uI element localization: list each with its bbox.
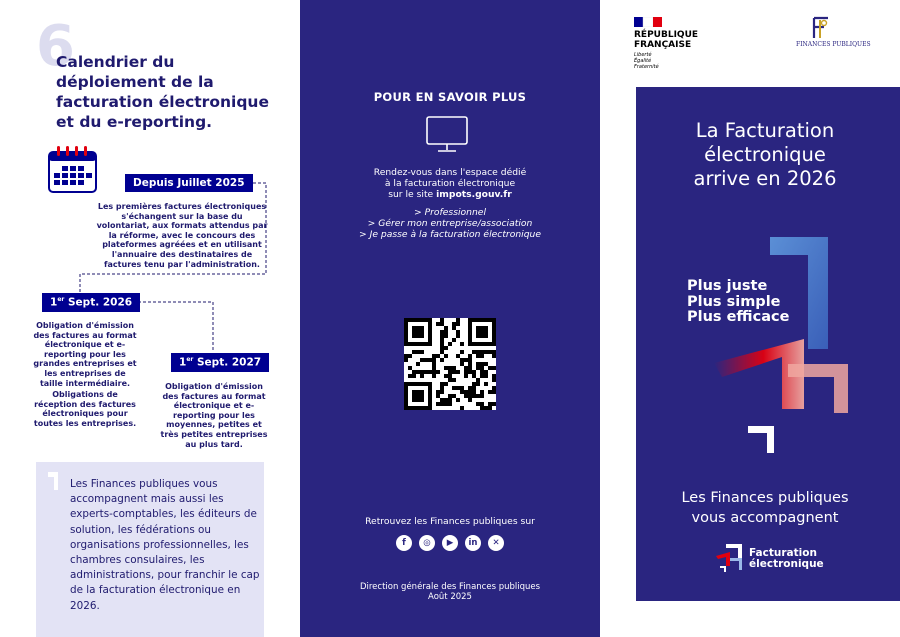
youtube-icon[interactable]: ▶ [442, 535, 458, 551]
intro-line-3: sur le site impots.gouv.fr [388, 189, 512, 200]
republique-francaise: RÉPUBLIQUE FRANÇAISE [634, 30, 699, 50]
intro-line-1: Rendez-vous dans l'espace dédié [373, 167, 527, 178]
claims: Plus juste Plus simple Plus efficace [687, 278, 790, 325]
date-july-2025: Depuis Juillet 2025 [125, 174, 253, 192]
finances-publiques-text: FINANCES PUBLIQUES [796, 41, 871, 48]
quote-text: Les Finances publiques vous accompagnent mais aussi les experts-comptables, les éditeurs de solution, les fédérations ou organisations professionnelles, les chambres consulaires, les administrations, pour franchir le cap de la facturation électronique en 2026. [70, 478, 260, 612]
step-2026-text-2: Obligations de réception des factures électroniques pour toutes les entreprises. [33, 390, 137, 428]
quote-box [36, 462, 264, 637]
step-2026-text: Obligation d'émission des factures au format électronique et e-reporting pour les grandes entreprises et les entreprises de taille intermédiaire. [33, 321, 137, 388]
finances-publiques-logo [812, 16, 830, 40]
cover-block [636, 87, 900, 601]
site-link[interactable]: impots.gouv.fr [436, 189, 512, 200]
facturation-logo-icon [712, 544, 746, 574]
x-icon[interactable]: ✕ [488, 535, 504, 551]
monitor-icon [425, 116, 469, 154]
footer-line-1: Direction générale des Finances publiques [359, 582, 541, 592]
step-2027-text: Obligation d'émission des factures au format électronique et e-reporting pour les moyennes, petites et très petites entreprises au plus tard. [160, 382, 268, 449]
date-sept-2027: 1er Sept. 2027 [171, 353, 269, 372]
linkedin-icon[interactable]: in [465, 535, 481, 551]
facturation-logo-text: Facturation électronique [749, 547, 824, 570]
accompany-text: Les Finances publiques vous accompagnent [681, 490, 849, 526]
path-2: > Gérer mon entreprise/association [367, 218, 533, 229]
social-text: Retrouvez les Finances publiques sur [365, 516, 535, 527]
qr-code[interactable] [404, 318, 496, 410]
date-sept-2026: 1er Sept. 2026 [42, 293, 140, 312]
quote-icon [48, 472, 58, 490]
calendar-panel [0, 0, 300, 637]
calendar-title: Calendrier du déploiement de la facturation électronique et du e-reporting. [56, 53, 269, 131]
instagram-icon[interactable]: ◎ [419, 535, 435, 551]
social-links [396, 535, 504, 551]
info-heading: POUR EN SAVOIR PLUS [373, 90, 527, 104]
step-2025-text: Les premières factures électroniques s'échangent sur la base du volontariat, aux formats attendus par la réforme, avec le concours des plateformes agréées et en utilisant l'annuaire des destinataires de factures tenu par l'administration. [96, 202, 268, 269]
devise: Liberté Égalité Fraternité [634, 52, 659, 70]
section-number: 6 [36, 14, 75, 79]
path-3: > Je passe à la facturation électronique [358, 229, 542, 240]
cover-panel [600, 0, 900, 637]
marianne-logo [634, 17, 662, 27]
facebook-icon[interactable]: f [396, 535, 412, 551]
intro-line-2: à la facturation électronique [384, 178, 516, 189]
cover-title: La Facturation électronique arrive en 2026 [693, 119, 837, 190]
footer-line-2: Août 2025 [428, 592, 472, 602]
path-1: > Professionnel [413, 207, 487, 218]
info-panel [300, 0, 600, 637]
